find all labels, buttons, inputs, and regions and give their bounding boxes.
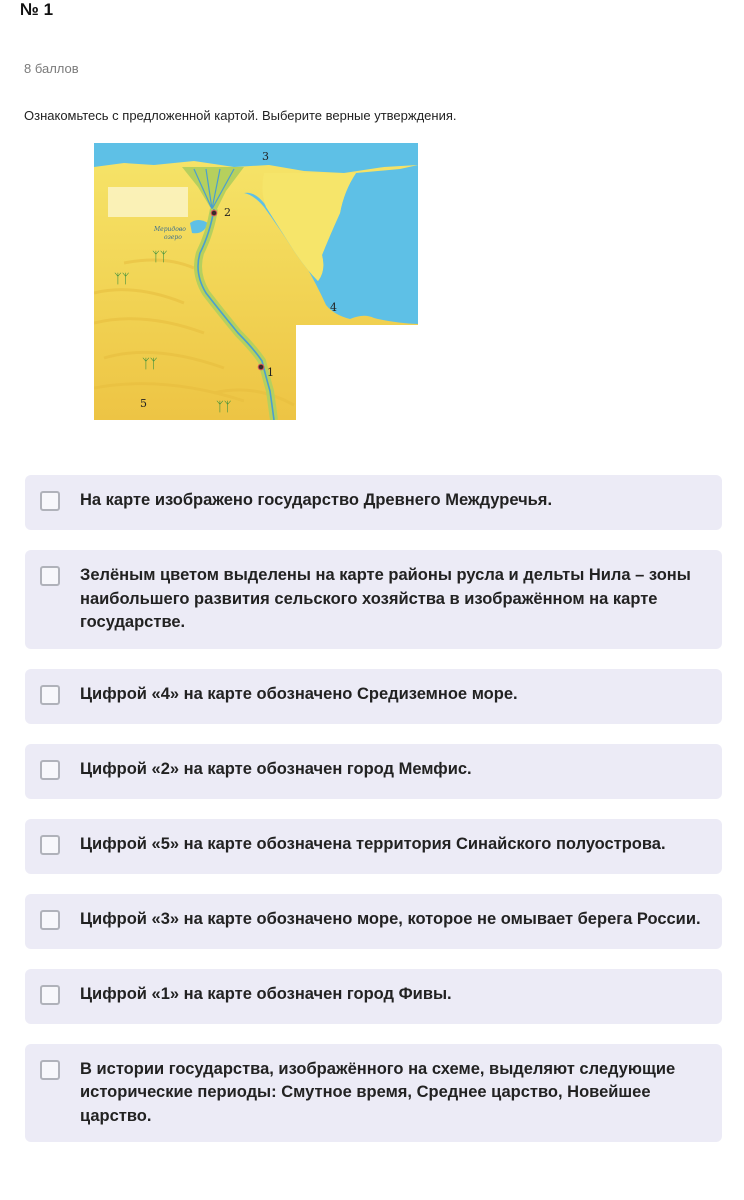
answer-option[interactable] <box>25 550 722 649</box>
checkbox[interactable] <box>40 685 60 705</box>
checkbox[interactable] <box>40 1060 60 1080</box>
map-label-1: 1 <box>267 366 274 379</box>
answer-option[interactable] <box>25 475 722 530</box>
answer-option-text: Цифрой «4» на карте обозначено Средиземное море. <box>80 684 518 703</box>
svg-text:ᛉᛉ: ᛉᛉ <box>114 272 130 287</box>
question-points: 8 баллов <box>24 61 79 76</box>
question-instruction: Ознакомьтесь с предложенной картой. Выберите верные утверждения. <box>24 108 457 123</box>
map-label-2: 2 <box>224 206 231 219</box>
checkbox[interactable] <box>40 835 60 855</box>
map-cutout <box>296 325 418 420</box>
question-number: № 1 <box>20 0 54 19</box>
answer-option-text: Зелёным цветом выделены на карте районы русла и дельты Нила – зоны наибольшего развития сельского хозяйства в изображённом на карте государстве. <box>80 566 691 631</box>
svg-text:ᛉᛉ: ᛉᛉ <box>152 250 168 265</box>
answer-option[interactable] <box>25 744 722 799</box>
answer-option-text: На карте изображено государство Древнего Междуречья. <box>80 491 553 509</box>
answer-option[interactable] <box>25 894 722 949</box>
svg-text:ᛉᛉ: ᛉᛉ <box>142 357 158 372</box>
answer-option-text: Цифрой «1» на карте обозначен город Фивы. <box>80 984 452 1003</box>
checkbox[interactable] <box>40 910 60 930</box>
answer-option-text: Цифрой «5» на карте обозначена территория Синайского полуострова. <box>80 834 666 853</box>
answer-option[interactable] <box>25 819 722 874</box>
map-city-marker-2 <box>211 210 217 216</box>
answer-option-text: Цифрой «2» на карте обозначен город Мемфис. <box>80 759 472 778</box>
checkbox[interactable] <box>40 985 60 1005</box>
checkbox[interactable] <box>40 760 60 780</box>
answer-option[interactable] <box>25 969 722 1024</box>
map-image <box>94 143 418 420</box>
answer-option-text: Цифрой «3» на карте обозначено море, которое не омывает берега России. <box>80 909 701 928</box>
map-label-3: 3 <box>262 150 269 163</box>
answer-option[interactable] <box>25 669 722 724</box>
answer-option[interactable] <box>25 1044 722 1143</box>
svg-text:озеро: озеро <box>164 234 182 241</box>
checkbox[interactable] <box>40 491 60 511</box>
answer-options <box>25 475 722 1162</box>
map-label-5: 5 <box>140 397 147 410</box>
answer-option-text: В истории государства, изображённого на схеме, выделяют следующие исторические периоды: Смутное время, Среднее царство, Новейшее царство. <box>80 1059 676 1125</box>
map-city-marker-1 <box>258 364 264 370</box>
svg-text:Меридово: Меридово <box>154 226 186 233</box>
map-label-4: 4 <box>330 301 337 314</box>
svg-text:ᛉᛉ: ᛉᛉ <box>216 400 232 415</box>
checkbox[interactable] <box>40 566 60 586</box>
